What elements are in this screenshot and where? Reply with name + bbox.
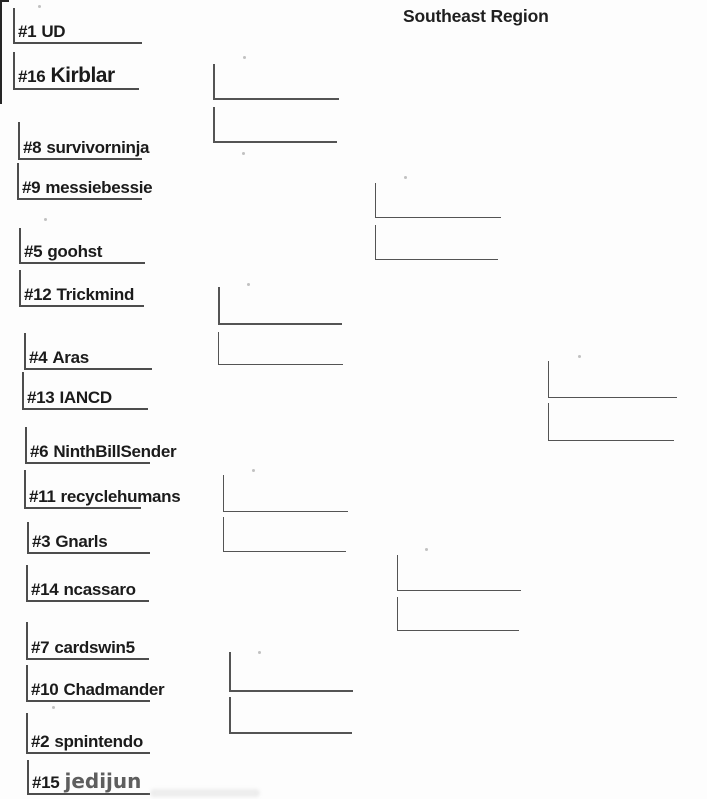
round2-connector-4 [218, 332, 343, 365]
seed-number: #5 [24, 242, 43, 261]
round4-connector-1 [548, 361, 677, 398]
seed-number: #12 [24, 285, 52, 304]
round3-connector-4 [397, 597, 519, 631]
team-label [31, 733, 143, 750]
noise-speck [578, 355, 581, 358]
team-name: Chadmander [63, 680, 165, 699]
team-name: recyclehumans [60, 487, 181, 506]
noise-speck [404, 176, 407, 179]
team-slot-seed8 [18, 122, 150, 160]
seed-number: #14 [31, 580, 59, 599]
team-slot-seed7 [26, 622, 149, 660]
team-name: survivorninja [46, 138, 150, 157]
noise-speck [38, 5, 41, 8]
noise-speck [242, 152, 245, 155]
round3-connector-1 [375, 183, 501, 218]
team-label [30, 443, 176, 460]
team-label [29, 349, 89, 366]
round3-connector-3 [397, 555, 521, 591]
team-slot-seed5 [19, 228, 145, 264]
seed-number: #1 [18, 22, 37, 41]
team-name: Aras [52, 348, 89, 367]
erase-smudge-artifact [150, 789, 260, 797]
team-slot-seed16 [13, 52, 139, 90]
team-slot-seed10 [26, 665, 165, 702]
team-slot-seed3 [27, 522, 150, 554]
team-slot-seed11 [24, 470, 181, 509]
team-name: spnintendo [54, 732, 143, 751]
seed-number: #4 [29, 348, 48, 367]
team-name: jedijun [64, 769, 142, 793]
team-name: Trickmind [56, 285, 135, 304]
round2-connector-1 [213, 64, 339, 100]
round2-connector-8 [229, 697, 352, 734]
team-name: UD [41, 22, 66, 41]
team-label [18, 65, 115, 86]
team-label [31, 639, 135, 656]
top-border-artifact [0, 0, 9, 2]
team-name: NinthBillSender [53, 442, 177, 461]
round3-connector-2 [375, 225, 498, 260]
region-title: Southeast Region [403, 6, 549, 26]
round2-connector-3 [218, 287, 342, 325]
noise-speck [247, 283, 250, 286]
team-label [22, 179, 152, 196]
team-slot-seed1 [13, 8, 142, 44]
seed-number: #2 [31, 732, 50, 751]
team-name: IANCD [59, 388, 112, 407]
team-label [23, 139, 149, 156]
team-name: ncassaro [63, 580, 136, 599]
team-label [32, 533, 107, 550]
seed-number: #15 [32, 773, 60, 792]
team-name: Gnarls [55, 532, 108, 551]
round2-connector-7 [229, 652, 353, 692]
team-name: cardswin5 [54, 638, 135, 657]
round2-connector-5 [223, 475, 348, 512]
team-slot-seed13 [22, 372, 148, 410]
left-border-artifact [0, 0, 2, 104]
team-label [31, 581, 136, 598]
round4-connector-2 [548, 403, 674, 441]
team-slot-seed15 [27, 760, 150, 795]
noise-speck [243, 56, 246, 59]
team-label [24, 243, 102, 260]
team-slot-seed6 [25, 427, 177, 464]
noise-speck [258, 651, 261, 654]
noise-speck [44, 218, 47, 221]
round2-connector-2 [213, 107, 337, 143]
team-label [18, 23, 65, 40]
seed-number: #16 [18, 67, 46, 86]
team-slot-seed2 [26, 713, 150, 754]
seed-number: #9 [22, 178, 41, 197]
team-slot-seed9 [17, 163, 153, 200]
seed-number: #8 [23, 138, 42, 157]
team-name: Kirblar [50, 64, 115, 87]
team-label [31, 681, 164, 698]
team-name: goohst [47, 242, 103, 261]
seed-number: #3 [32, 532, 51, 551]
team-label [29, 488, 180, 505]
seed-number: #10 [31, 680, 59, 699]
team-slot-seed12 [19, 270, 144, 307]
team-label [27, 389, 112, 406]
seed-number: #11 [29, 487, 56, 506]
team-name: messiebessie [45, 178, 153, 197]
noise-speck [52, 706, 55, 709]
round2-connector-6 [223, 517, 346, 552]
seed-number: #6 [30, 442, 49, 461]
seed-number: #7 [31, 638, 50, 657]
team-label [24, 286, 134, 303]
team-label [32, 771, 141, 791]
seed-number: #13 [27, 388, 55, 407]
noise-speck [425, 548, 428, 551]
noise-speck [252, 469, 255, 472]
team-slot-seed14 [26, 565, 149, 602]
team-slot-seed4 [24, 333, 152, 370]
